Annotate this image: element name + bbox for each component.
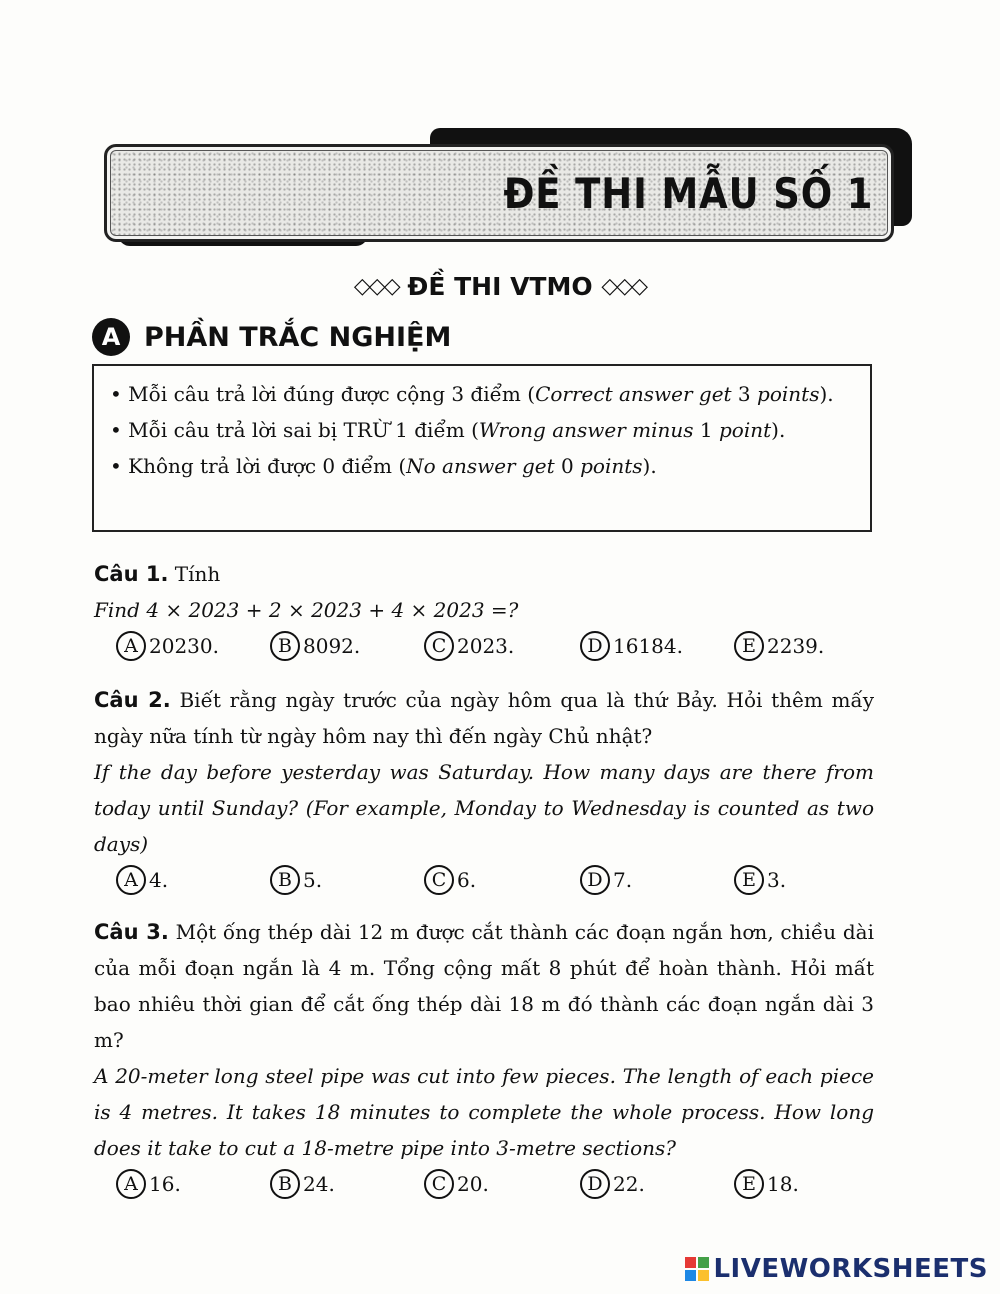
ornament-right-icon: ◇◇◇ [601,274,647,299]
question-1 [94,556,874,666]
logo-square [685,1257,696,1268]
rule-end: ). [771,418,786,442]
rule-end: ). [819,382,834,406]
rule-text-en: point [718,418,772,442]
rule-text-en: points [757,382,820,406]
choice-letter: A [116,1169,146,1199]
rule-text-en: Correct answer get [535,382,732,406]
question-text-en: A 20-meter long steel pipe was cut into few pieces. The length of each piece is 4 metres. It takes 18 minutes to complete the whole process. How long does it take to cut a 18-metre pipe into 3-metre sections? [94,1064,874,1160]
choice-letter: A [116,631,146,661]
question-vi: Một ống thép dài 12 m được cắt thành các đoạn ngắn hơn, chiều dài của mỗi đoạn ngắn là 4 m. Tổng cộng mất 8 phút để hoàn thành. Hỏi mất bao nhiêu thời gian để cắt ống thép dài 18 m đó thành các đoạn ngắn dài 3 m? [94,920,874,1052]
exam-title-row [0,272,1000,301]
logo-square [698,1257,709,1268]
choice-value: 20. [457,1172,489,1196]
question-text-en: Find 4 × 2023 + 2 × 2023 + 4 × 2023 =? [94,598,519,622]
exam-title: ĐỀ THI VTMO [407,272,593,301]
choice-letter: C [424,1169,454,1199]
rule-text-en: No answer get [406,454,555,478]
rule-points: 1 [693,418,719,442]
ornament-left-icon: ◇◇◇ [353,274,399,299]
rule-item [110,376,854,412]
answer-choices [94,862,874,900]
choice-letter: D [580,865,610,895]
question-text-vi [94,682,874,754]
section-title: PHẦN TRẮC NGHIỆM [144,321,452,353]
question-text-vi [94,914,874,1058]
choice-d[interactable] [580,862,632,898]
choice-d[interactable] [580,628,683,664]
rule-item [110,412,854,448]
choice-value: 4. [149,868,169,892]
question-label: Câu 3. [94,920,169,944]
question-2 [94,682,874,900]
choice-a[interactable] [116,1166,181,1202]
header-banner [104,144,894,242]
choice-letter: D [580,631,610,661]
question-3 [94,914,874,1204]
choice-e[interactable] [734,862,786,898]
choice-value: 22. [613,1172,645,1196]
watermark-text: LIVEWORKSHEETS [713,1254,988,1284]
choice-letter: E [734,631,764,661]
choice-letter: D [580,1169,610,1199]
rule-text-en: points [580,454,643,478]
choice-letter: B [270,865,300,895]
rule-points: 3 [731,382,751,406]
question-label: Câu 2. [94,688,171,712]
choice-value: 20230. [149,634,219,658]
question-vi: Tính [174,562,221,586]
logo-square [685,1270,696,1281]
choice-letter: C [424,631,454,661]
section-badge: A [92,318,130,356]
choice-a[interactable] [116,628,219,664]
answer-choices [94,628,874,666]
choice-c[interactable] [424,1166,489,1202]
choice-e[interactable] [734,1166,799,1202]
choice-letter: C [424,865,454,895]
choice-letter: B [270,1169,300,1199]
choice-value: 2023. [457,634,515,658]
choice-value: 5. [303,868,323,892]
choice-value: 7. [613,868,633,892]
section-heading [92,318,451,356]
rules-box [92,364,872,532]
choice-b[interactable] [270,862,322,898]
rule-text: Không trả lời được 0 điểm ( [128,454,407,478]
choice-c[interactable] [424,628,514,664]
bullet-icon: • [110,382,122,406]
choice-value: 2239. [767,634,825,658]
liveworksheets-logo-icon [685,1257,709,1281]
choice-value: 18. [767,1172,799,1196]
choice-letter: E [734,865,764,895]
choice-value: 16184. [613,634,683,658]
bullet-icon: • [110,418,122,442]
answer-choices [94,1166,874,1204]
rule-item [110,448,854,484]
choice-b[interactable] [270,628,360,664]
page-title: ĐỀ THI MẪU SỐ 1 [503,169,873,218]
choice-value: 8092. [303,634,361,658]
choice-value: 6. [457,868,477,892]
liveworksheets-watermark [685,1254,988,1284]
choice-value: 24. [303,1172,335,1196]
choice-letter: B [270,631,300,661]
choice-c[interactable] [424,862,476,898]
question-text-en: If the day before yesterday was Saturday. How many days are there from today until Sunday? (For example, Monday to Wednesday is counted as two days) [94,760,874,856]
choice-d[interactable] [580,1166,645,1202]
question-label: Câu 1. [94,562,169,586]
question-vi: Biết rằng ngày trước của ngày hôm qua là thứ Bảy. Hỏi thêm mấy ngày nữa tính từ ngày hôm nay thì đến ngày Chủ nhật? [94,688,875,748]
choice-e[interactable] [734,628,824,664]
choice-value: 16. [149,1172,181,1196]
rule-text: Mỗi câu trả lời sai bị TRỪ 1 điểm ( [128,418,479,442]
rule-text: Mỗi câu trả lời đúng được cộng 3 điểm ( [128,382,536,406]
choice-b[interactable] [270,1166,335,1202]
question-text-vi [94,556,874,592]
bullet-icon: • [110,454,122,478]
choice-value: 3. [767,868,787,892]
choice-letter: E [734,1169,764,1199]
rule-end: ). [642,454,657,478]
rule-text-en: Wrong answer minus [478,418,694,442]
choice-letter: A [116,865,146,895]
choice-a[interactable] [116,862,168,898]
logo-square [698,1270,709,1281]
rule-points: 0 [554,454,581,478]
